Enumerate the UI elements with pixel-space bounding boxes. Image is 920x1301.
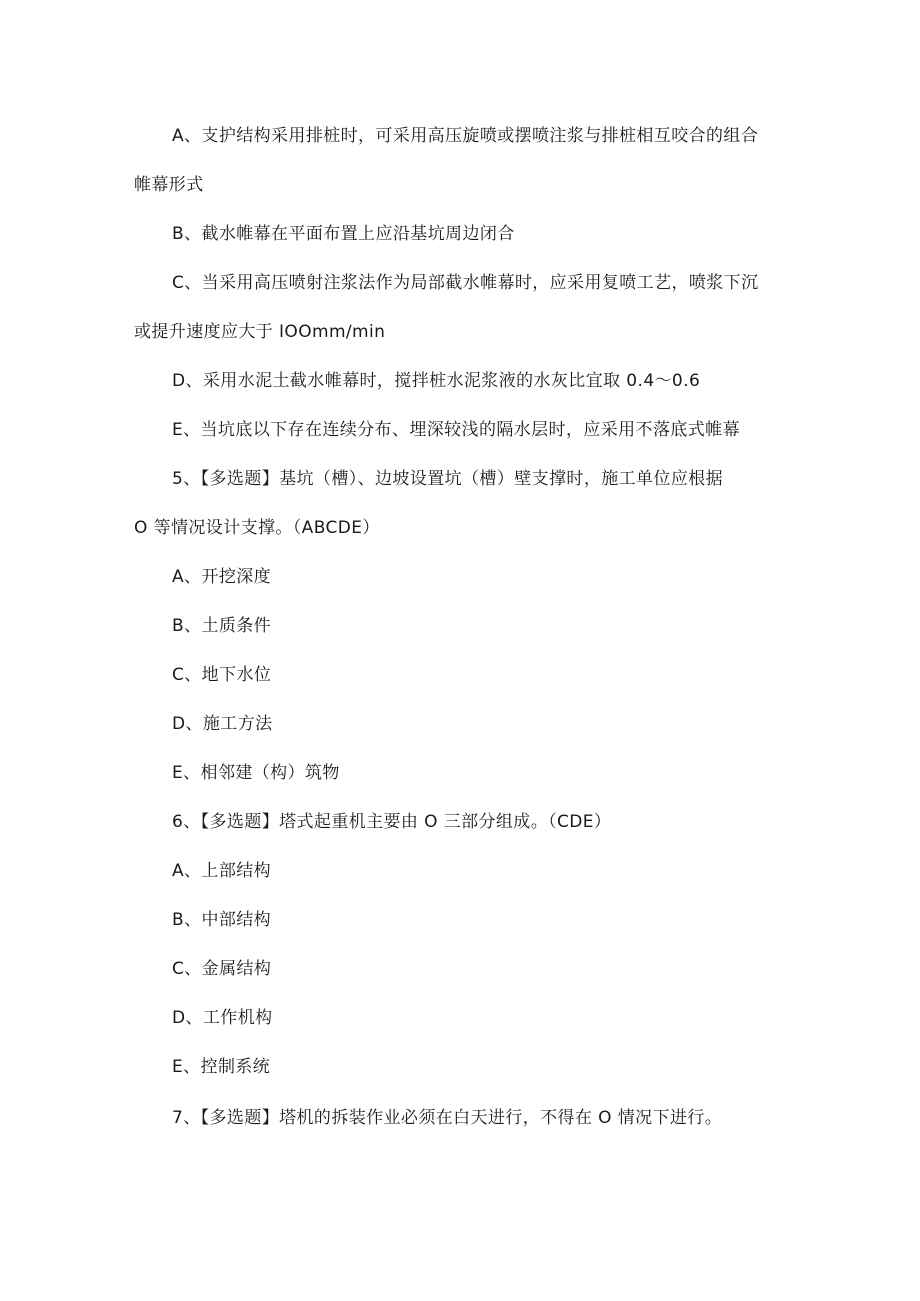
option-a-line-1: A、支护结构采用排桩时，可采用高压旋喷或摆喷注浆与排桩相互咬合的组合	[172, 126, 759, 146]
option-e-line: E、当坑底以下存在连续分布、埋深较浅的隔水层时，应采用不落底式帷幕	[172, 420, 740, 440]
q5-option-c: C、地下水位	[172, 665, 272, 685]
option-b-line: B、截水帷幕在平面布置上应沿基坑周边闭合	[172, 224, 515, 244]
question-5-line-1: 5、【多选题】基坑（槽）、边坡设置坑（槽）壁支撑时，施工单位应根据	[172, 469, 724, 489]
q5-option-a: A、开挖深度	[172, 567, 272, 587]
q5-option-b: B、土质条件	[172, 616, 272, 636]
q6-option-d: D、工作机构	[172, 1008, 273, 1028]
q6-option-c: C、金属结构	[172, 959, 272, 979]
question-7-line: 7、【多选题】塔机的拆装作业必须在白天进行，不得在 O 情况下进行。	[172, 1108, 723, 1128]
option-a-line-2: 帷幕形式	[134, 175, 204, 195]
q6-option-b: B、中部结构	[172, 910, 272, 930]
option-c-line-2: 或提升速度应大于 IOOmm∕min	[134, 322, 386, 342]
option-c-line-1: C、当采用高压喷射注浆法作为局部截水帷幕时，应采用复喷工艺，喷浆下沉	[172, 273, 759, 293]
question-5-line-2: O 等情况设计支撑。（ABCDE）	[134, 518, 380, 538]
question-6-line: 6、【多选题】塔式起重机主要由 O 三部分组成。（CDE）	[172, 812, 612, 832]
q6-option-a: A、上部结构	[172, 861, 272, 881]
option-d-line: D、采用水泥土截水帷幕时，搅拌桩水泥浆液的水灰比宜取 0.4～0.6	[172, 371, 701, 391]
q5-option-e: E、相邻建（构）筑物	[172, 763, 340, 783]
q5-option-d: D、施工方法	[172, 714, 273, 734]
q6-option-e: E、控制系统	[172, 1057, 271, 1077]
